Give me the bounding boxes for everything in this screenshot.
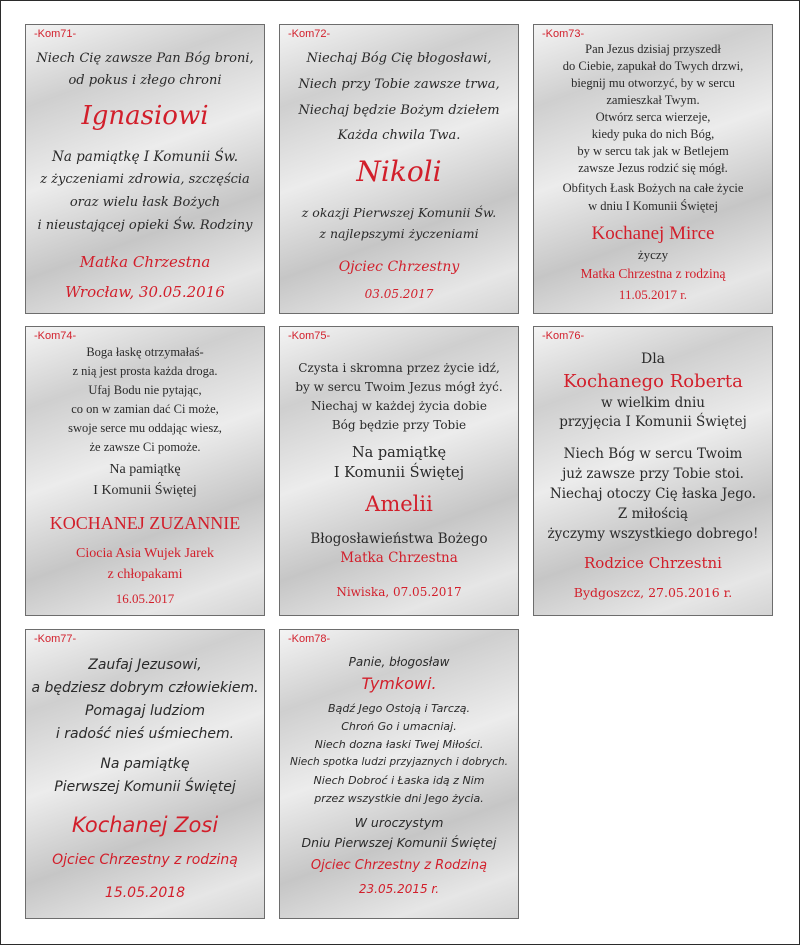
plaque-code: -Kom74- <box>34 330 77 342</box>
plaque-line: Niech Cię zawsze Pan Bóg broni, <box>36 51 254 66</box>
plaque-line: zamieszkał Twym. <box>606 93 700 107</box>
plaque-signature: Matka Chrzestna z rodziną <box>580 266 726 281</box>
plaque-recipient: Tymkowi. <box>361 674 437 693</box>
plaque-signature: z chłopakami <box>107 567 183 582</box>
plaque-line: w wielkim dniu <box>601 395 705 411</box>
plaque-line: Ufaj Bodu nie pytając, <box>88 383 202 397</box>
plaque-line: Niech dozna łaski Twej Miłości. <box>314 738 484 751</box>
plaque-line: Bądź Jego Ostoją i Tarczą. <box>328 702 470 715</box>
plaque-code: -Kom72- <box>288 28 331 40</box>
plaque-line: swoje serce mu oddając wiesz, <box>68 421 222 435</box>
plaque-date: 03.05.2017 <box>364 287 434 301</box>
plaque-signature: Ojciec Chrzestny z Rodziną <box>310 858 488 873</box>
plaque-recipient: Amelii <box>365 492 433 516</box>
plaque-line: Na pamiątkę <box>351 445 447 461</box>
plaque-line: Dla <box>640 351 666 367</box>
plaque-line: I Komunii Świętej <box>93 483 197 498</box>
plaque-code: -Kom76- <box>542 330 585 342</box>
plaque-recipient: Kochanej Mirce <box>591 223 715 244</box>
plaque-line: przyjęcia I Komunii Świętej <box>559 414 747 430</box>
plaque-line: Niechaj będzie Bożym dziełem <box>298 103 500 118</box>
plaque-kom74[interactable] <box>25 326 265 616</box>
plaque-date: 23.05.2015 r. <box>358 882 440 896</box>
plaque-line: Na pamiątkę I Komunii Św. <box>52 149 238 165</box>
plaque-signature: Ciocia Asia Wujek Jarek <box>76 546 214 561</box>
plaque-line: by w sercu Twoim Jezus mógł żyć. <box>295 380 503 394</box>
plaque-line: Każda chwila Twa. <box>337 128 461 143</box>
plaque-line: życzymy wszystkiego dobrego! <box>547 526 759 542</box>
plaque-line: I Komunii Świętej <box>333 465 465 481</box>
plaque-line: w dniu I Komunii Świętej <box>588 199 718 213</box>
plaque-line: Niech spotka ludzi przyjaznych i dobrych. <box>289 756 509 768</box>
plaque-kom73[interactable] <box>533 24 773 314</box>
plaque-line: a będziesz dobrym człowiekiem. <box>31 680 259 696</box>
plaque-line: już zawsze przy Tobie stoi. <box>562 466 744 482</box>
plaque-line: Na pamiątkę <box>100 756 190 772</box>
plaque-date: 16.05.2017 <box>115 591 175 606</box>
plaque-line: Czysta i skromna przez życie idź, <box>298 361 500 375</box>
plaque-kom76[interactable] <box>533 326 773 616</box>
plaque-line: Pomagaj ludziom <box>84 703 206 719</box>
plaque-line: przez wszystkie dni Jego życia. <box>314 792 484 805</box>
plaque-recipient: Ignasiowi <box>81 101 209 131</box>
plaque-signature: Matka Chrzestna <box>79 253 211 271</box>
plaque-line: Otwórz serca wierzeje, <box>595 110 711 124</box>
plaque-kom75[interactable] <box>279 326 519 616</box>
plaque-line: do Ciebie, zapukał do Twych drzwi, <box>562 59 744 73</box>
plaque-recipient: Nikoli <box>356 155 442 188</box>
plaque-line: Bóg będzie przy Tobie <box>331 418 467 432</box>
plaque-recipient: Kochanej Zosi <box>71 813 219 837</box>
plaque-code: -Kom73- <box>542 28 585 40</box>
plaque-code: -Kom78- <box>288 633 331 645</box>
plaque-line: Niechaj otoczy Cię łaska Jego. <box>549 486 757 502</box>
plaque-line: Błogosławieństwa Bożego <box>310 531 488 547</box>
plaque-date: 15.05.2018 <box>104 885 186 901</box>
plaque-line: Dniu Pierwszej Komunii Świętej <box>301 835 497 850</box>
plaque-line: Boga łaskę otrzymałaś- <box>86 345 204 359</box>
plaque-line: Obfitych Łask Bożych na całe życie <box>562 181 744 195</box>
plaque-line: Chroń Go i umacniaj. <box>341 720 457 733</box>
plaque-line: W uroczystym <box>354 815 444 830</box>
plaque-code: -Kom71- <box>34 28 77 40</box>
plaque-line: Niech Bóg w sercu Twoim <box>563 446 743 462</box>
plaque-line: z nią jest prosta każda droga. <box>72 364 218 378</box>
plaque-line: Pierwszej Komunii Świętej <box>54 779 236 795</box>
plaque-line: życzy <box>637 247 669 262</box>
plaque-line: kiedy puka do nich Bóg, <box>591 127 715 141</box>
plaque-code: -Kom77- <box>34 633 77 645</box>
plaque-line: z życzeniami zdrowia, szczęścia <box>40 172 250 187</box>
plaque-kom71[interactable] <box>25 24 265 314</box>
plaque-line: z okazji Pierwszej Komunii Św. <box>301 205 497 220</box>
plaque-line: i radość nieś uśmiechem. <box>55 726 235 742</box>
plaque-line: Niechaj w każdej życia dobie <box>311 399 487 413</box>
plaque-kom78[interactable] <box>279 629 519 919</box>
plaque-signature: Ojciec Chrzestny z rodziną <box>52 852 238 868</box>
plaque-recipient: Kochanego Roberta <box>563 371 743 392</box>
plaque-line: Niech Dobroć i Łaska idą z Nim <box>313 774 485 787</box>
plaque-signature: Matka Chrzestna <box>340 550 458 566</box>
plaque-line: że zawsze Ci pomoże. <box>89 440 201 454</box>
plaque-kom72[interactable] <box>279 24 519 314</box>
plaque-signature: Rodzice Chrzestni <box>584 554 722 572</box>
plaque-line: Z miłością <box>617 506 689 522</box>
plaque-date: Wrocław, 30.05.2016 <box>65 283 225 301</box>
plaque-line: biegnij mu otworzyć, by w sercu <box>571 76 735 90</box>
plaque-line: by w sercu tak jak w Betlejem <box>577 144 729 158</box>
plaque-signature: Ojciec Chrzestny <box>338 259 460 275</box>
plaque-line: oraz wielu łask Bożych <box>69 195 221 210</box>
plaque-date: Niwiska, 07.05.2017 <box>336 585 462 599</box>
plaque-line: Na pamiątkę <box>109 462 181 477</box>
plaque-date: 11.05.2017 r. <box>618 287 688 302</box>
plaque-line: z najlepszymi życzeniami <box>319 226 479 241</box>
plaque-date: Bydgoszcz, 27.05.2016 r. <box>573 585 733 600</box>
plaque-recipient: KOCHANEJ ZUZANNIE <box>49 513 241 533</box>
plaque-line: Panie, błogosław <box>348 655 450 669</box>
plaque-code: -Kom75- <box>288 330 331 342</box>
plaque-line: Niech przy Tobie zawsze trwa, <box>298 77 500 92</box>
plaque-line: Zaufaj Jezusowi, <box>88 657 202 673</box>
plaque-line: co on w zamian dać Ci może, <box>71 402 219 416</box>
plaque-kom77[interactable] <box>25 629 265 919</box>
plaque-line: i nieustającej opieki Św. Rodziny <box>37 218 253 233</box>
plaque-line: Pan Jezus dzisiaj przyszedł <box>585 42 721 56</box>
plaque-line: od pokus i złego chroni <box>68 73 222 88</box>
plaque-line: Niechaj Bóg Cię błogosławi, <box>306 51 492 66</box>
plaque-line: zawsze Jezus rodzić się mógł. <box>578 161 728 175</box>
